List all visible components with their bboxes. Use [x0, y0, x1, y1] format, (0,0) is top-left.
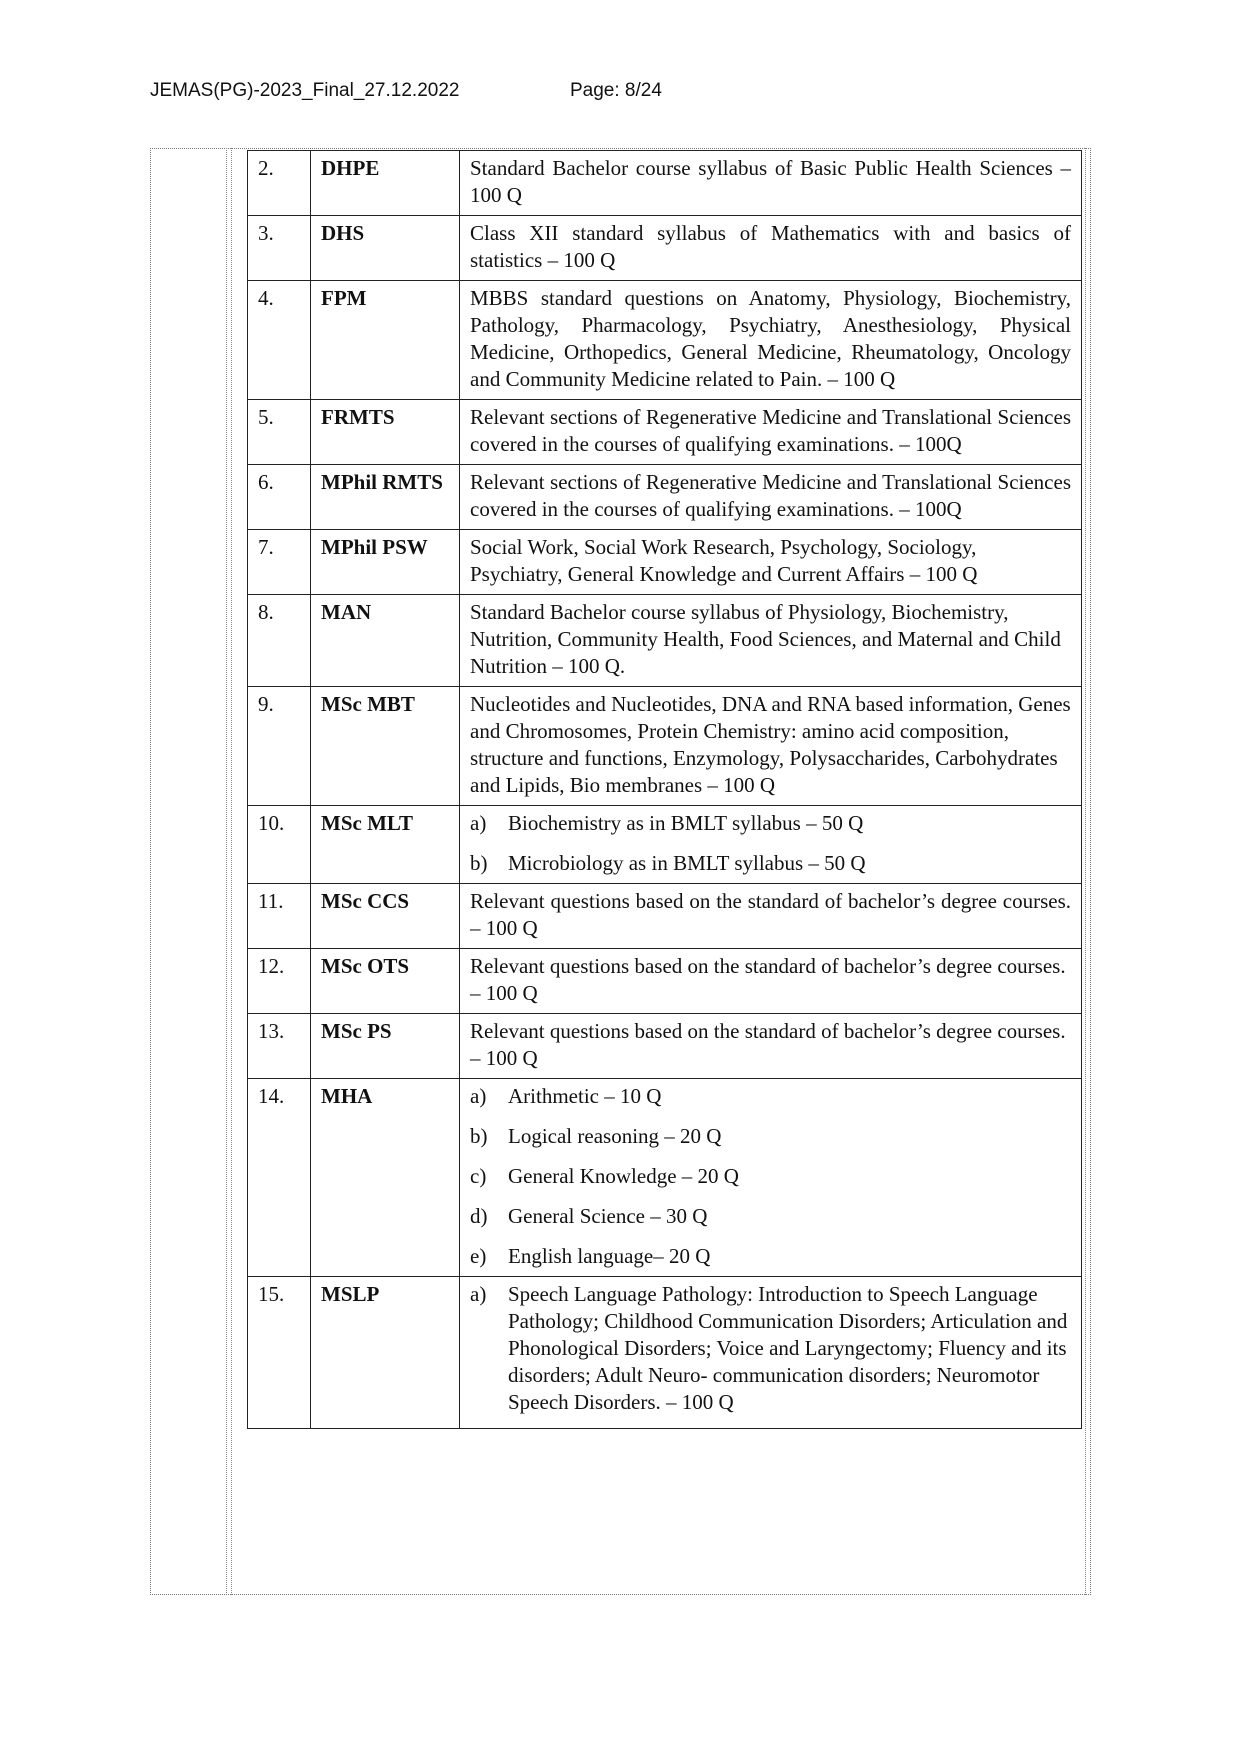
course-code: MAN: [311, 595, 460, 687]
page-header: [150, 80, 662, 102]
course-code: MSc PS: [311, 1014, 460, 1079]
list-item: [470, 1163, 1071, 1190]
frame-divider: [1085, 148, 1086, 1595]
list-item-text: Arithmetic – 10 Q: [508, 1084, 662, 1108]
list-item-text: English language– 20 Q: [508, 1244, 711, 1268]
syllabus-list-cell: [460, 1079, 1082, 1277]
syllabus-list: [470, 810, 1071, 877]
row-number: 15.: [248, 1277, 311, 1429]
table-row: [248, 1014, 1082, 1079]
syllabus-table: [247, 150, 1082, 1429]
course-code: MPhil PSW: [311, 530, 460, 595]
course-code: FPM: [311, 281, 460, 400]
table-row: [248, 806, 1082, 884]
course-code: MSc MBT: [311, 687, 460, 806]
list-item: [470, 1083, 1071, 1110]
table-row: [248, 1079, 1082, 1277]
list-item: [470, 1203, 1071, 1230]
course-code: MSLP: [311, 1277, 460, 1429]
list-item: [470, 850, 1071, 877]
frame-divider: [226, 148, 227, 1595]
list-item: [470, 1243, 1071, 1270]
syllabus-list: [470, 1083, 1071, 1270]
syllabus-text: Standard Bachelor course syllabus of Physiology, Biochemistry, Nutrition, Community Health, Food Sciences, and Maternal and Child Nutrition – 100 Q.: [460, 595, 1082, 687]
list-item-text: Logical reasoning – 20 Q: [508, 1124, 722, 1148]
syllabus-text: Relevant questions based on the standard of bachelor’s degree courses. – 100 Q: [460, 949, 1082, 1014]
course-code: DHPE: [311, 151, 460, 216]
list-item-text: General Knowledge – 20 Q: [508, 1164, 739, 1188]
syllabus-text: Class XII standard syllabus of Mathematics with and basics of statistics – 100 Q: [460, 216, 1082, 281]
course-code: MPhil RMTS: [311, 465, 460, 530]
list-marker: a): [470, 1084, 487, 1108]
syllabus-text: Standard Bachelor course syllabus of Basic Public Health Sciences – 100 Q: [460, 151, 1082, 216]
course-code: MSc CCS: [311, 884, 460, 949]
document-id: JEMAS(PG)-2023_Final_27.12.2022: [150, 80, 460, 101]
course-code: MSc MLT: [311, 806, 460, 884]
list-item: [470, 1123, 1071, 1150]
list-marker: e): [470, 1244, 487, 1268]
syllabus-list-cell: [460, 1277, 1082, 1429]
row-number: 2.: [248, 151, 311, 216]
syllabus-text: Relevant questions based on the standard of bachelor’s degree courses. – 100 Q: [460, 884, 1082, 949]
list-item-text: Biochemistry as in BMLT syllabus – 50 Q: [508, 811, 864, 835]
row-number: 4.: [248, 281, 311, 400]
row-number: 13.: [248, 1014, 311, 1079]
row-number: 10.: [248, 806, 311, 884]
table-row: [248, 465, 1082, 530]
course-code: MHA: [311, 1079, 460, 1277]
table-row: [248, 151, 1082, 216]
course-code: DHS: [311, 216, 460, 281]
table-row: [248, 687, 1082, 806]
list-marker: a): [470, 1282, 487, 1306]
row-number: 9.: [248, 687, 311, 806]
list-marker: a): [470, 811, 487, 835]
list-marker: b): [470, 851, 488, 875]
syllabus-text: Nucleotides and Nucleotides, DNA and RNA based information, Genes and Chromosomes, Protein Chemistry: amino acid composition, structure and functions, Enzymology, Polysaccharides, Carbohydrates and Lipids, Bio membranes – 100 Q: [460, 687, 1082, 806]
row-number: 12.: [248, 949, 311, 1014]
table-row: [248, 530, 1082, 595]
list-marker: b): [470, 1124, 488, 1148]
table-row: [248, 400, 1082, 465]
list-item-text: Speech Language Pathology: Introduction to Speech Language Pathology; Childhood Communication Disorders; Articulation and Phonological Disorders; Voice and Laryngectomy; Fluency and its disorders; Adult Neuro- communication disorders; Neuromotor Speech Disorders. – 100 Q: [508, 1282, 1068, 1414]
course-code: FRMTS: [311, 400, 460, 465]
row-number: 6.: [248, 465, 311, 530]
course-code: MSc OTS: [311, 949, 460, 1014]
list-marker: c): [470, 1164, 487, 1188]
row-number: 7.: [248, 530, 311, 595]
syllabus-text: Social Work, Social Work Research, Psychology, Sociology, Psychiatry, General Knowledge and Current Affairs – 100 Q: [460, 530, 1082, 595]
table-row: [248, 281, 1082, 400]
syllabus-text: Relevant sections of Regenerative Medicine and Translational Sciences covered in the courses of qualifying examinations. – 100Q: [460, 400, 1082, 465]
row-number: 5.: [248, 400, 311, 465]
frame-divider: [231, 148, 232, 1595]
list-marker: d): [470, 1204, 488, 1228]
syllabus-text: MBBS standard questions on Anatomy, Physiology, Biochemistry, Pathology, Pharmacology, Psychiatry, Anesthesiology, Physical Medicine, Orthopedics, General Medicine, Rheumatology, Oncology and Community Medicine related to Pain. – 100 Q: [460, 281, 1082, 400]
table-row: [248, 949, 1082, 1014]
list-item: [470, 810, 1071, 837]
table-row: [248, 1277, 1082, 1429]
page-number: Page: 8/24: [570, 80, 662, 101]
syllabus-text: Relevant questions based on the standard of bachelor’s degree courses. – 100 Q: [460, 1014, 1082, 1079]
syllabus-text: Relevant sections of Regenerative Medicine and Translational Sciences covered in the courses of qualifying examinations. – 100Q: [460, 465, 1082, 530]
row-number: 14.: [248, 1079, 311, 1277]
table-row: [248, 884, 1082, 949]
syllabus-list: [470, 1281, 1071, 1416]
syllabus-list-cell: [460, 806, 1082, 884]
row-number: 3.: [248, 216, 311, 281]
list-item-text: Microbiology as in BMLT syllabus – 50 Q: [508, 851, 866, 875]
list-item-text: General Science – 30 Q: [508, 1204, 708, 1228]
table-row: [248, 595, 1082, 687]
row-number: 11.: [248, 884, 311, 949]
row-number: 8.: [248, 595, 311, 687]
table-row: [248, 216, 1082, 281]
list-item: [470, 1281, 1071, 1416]
